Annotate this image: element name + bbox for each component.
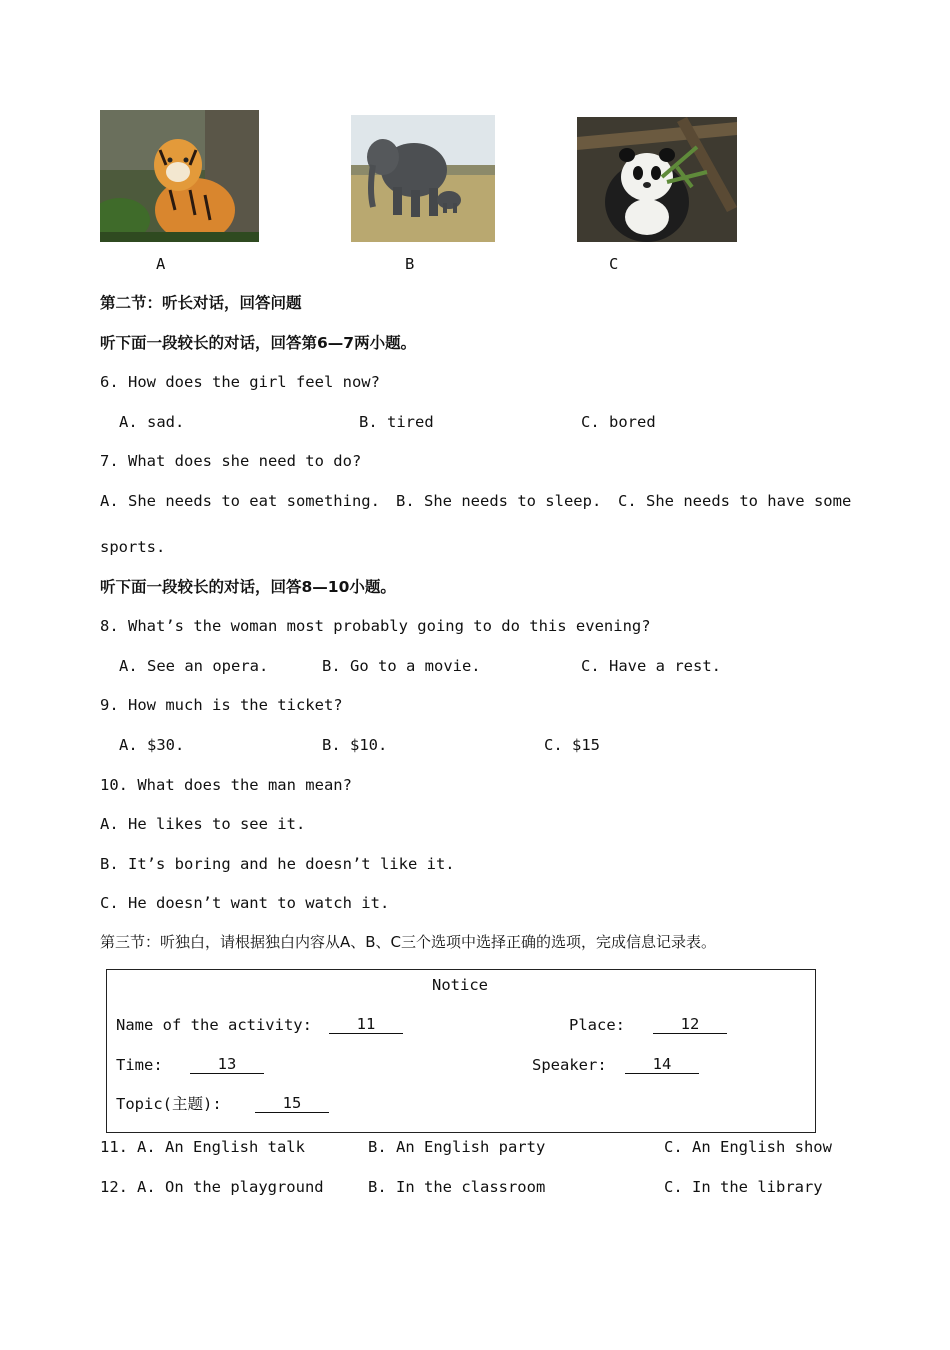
question-6-option-c: C. bored (581, 413, 656, 431)
question-9-option-b: B. $10. (322, 736, 388, 754)
question-9-option-a: A. $30. (119, 736, 185, 754)
section2-instruction-1: 听下面一段较长的对话，回答第6—7两小题。 (100, 334, 417, 352)
notice-place-label: Place: (569, 1016, 625, 1034)
question-7-option-b: B. She needs to sleep. (396, 492, 602, 510)
notice-heading: Notice (432, 976, 488, 994)
notice-blank-12: 12 (653, 1015, 727, 1034)
question-7-stem: 7. What does she need to do? (100, 452, 362, 470)
question-8-stem: 8. What’s the woman most probably going to do this evening? (100, 617, 651, 635)
question-8-option-c: C. Have a rest. (581, 657, 721, 675)
notice-blank-11: 11 (329, 1015, 403, 1034)
question-10-option-a: A. He likes to see it. (100, 815, 306, 833)
question-11-number: 11. (100, 1138, 128, 1156)
question-8-option-b: B. Go to a movie. (322, 657, 481, 675)
question-7-option-c-continued: sports. (100, 538, 166, 556)
question-6-option-b: B. tired (359, 413, 434, 431)
notice-blank-15: 15 (255, 1094, 329, 1113)
question-7-option-c: C. She needs to have some (618, 492, 852, 510)
question-10-option-b: B. It’s boring and he doesn’t like it. (100, 855, 455, 873)
question-6-stem: 6. How does the girl feel now? (100, 373, 380, 391)
question-12-option-b: B. In the classroom (368, 1178, 546, 1196)
tiger-image (100, 110, 259, 242)
notice-blank-14: 14 (625, 1055, 699, 1074)
notice-speaker-label: Speaker: (532, 1056, 607, 1074)
question-12-number: 12. (100, 1178, 128, 1196)
question-8-option-a: A. See an opera. (119, 657, 269, 675)
section2-instruction-2: 听下面一段较长的对话，回答8—10小题。 (100, 578, 396, 596)
notice-blank-13: 13 (190, 1055, 264, 1074)
image-label-c: C (609, 255, 619, 273)
image-label-b: B (405, 255, 415, 273)
question-12-option-a: A. On the playground (137, 1178, 324, 1196)
question-6-option-a: A. sad. (119, 413, 185, 431)
question-11-option-c: C. An English show (664, 1138, 832, 1156)
question-11-option-a: A. An English talk (137, 1138, 305, 1156)
question-10-stem: 10. What does the man mean? (100, 776, 352, 794)
question-9-stem: 9. How much is the ticket? (100, 696, 343, 714)
notice-name-label: Name of the activity: (116, 1016, 312, 1034)
section2-title: 第二节：听长对话，回答问题 (100, 294, 302, 312)
question-9-option-c: C. $15 (544, 736, 600, 754)
question-7-option-a: A. She needs to eat something. (100, 492, 380, 510)
section3-title: 第三节：听独白，请根据独白内容从A、B、C三个选项中选择正确的选项，完成信息记录表。 (100, 933, 717, 951)
panda-image (577, 117, 737, 242)
question-10-option-c: C. He doesn’t want to watch it. (100, 894, 390, 912)
notice-time-label: Time: (116, 1056, 163, 1074)
image-label-a: A (156, 255, 166, 273)
question-12-option-c: C. In the library (664, 1178, 823, 1196)
notice-topic-label: Topic(主题): (116, 1095, 222, 1113)
question-11-option-b: B. An English party (368, 1138, 546, 1156)
elephant-image (351, 115, 495, 242)
